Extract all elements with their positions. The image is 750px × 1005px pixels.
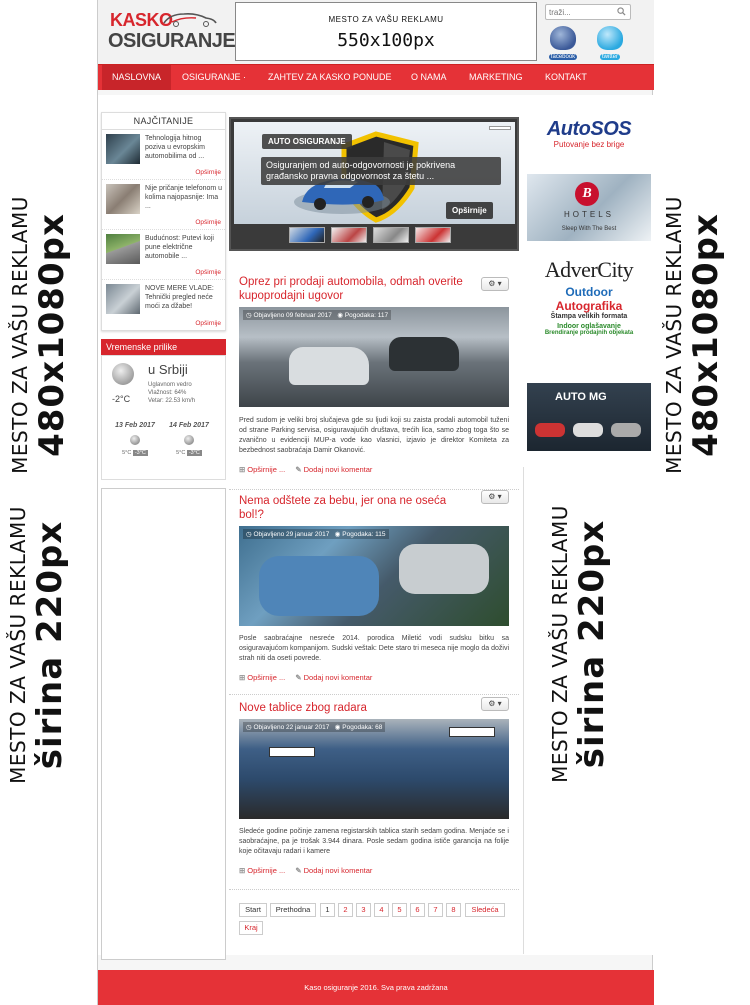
most-read-title: NAJČITANIJE — [102, 113, 225, 130]
page-container — [97, 0, 653, 1005]
forecast-high: -3°C — [188, 450, 200, 456]
article — [229, 490, 519, 695]
facebook-link[interactable] — [548, 26, 578, 60]
right-lower-ad[interactable] — [523, 467, 651, 954]
forecast-date: 14 Feb 2017 — [169, 422, 209, 429]
slider-thumb[interactable] — [331, 227, 367, 243]
advercity-name: AdverCity — [544, 257, 634, 282]
list-item[interactable] — [102, 230, 225, 280]
twitter-link[interactable] — [595, 26, 625, 60]
header — [98, 0, 654, 64]
pagination-page[interactable]: 4 — [374, 903, 389, 917]
article-meta — [243, 310, 391, 320]
right-ad-top-size: 480x1080px — [686, 213, 726, 457]
logo-line1: KASKO — [110, 10, 173, 30]
nav-item-osiguranje[interactable]: OSIGURANJE · — [182, 72, 247, 82]
news-more-link[interactable]: Opširnije — [195, 320, 221, 327]
slider-thumb[interactable] — [373, 227, 409, 243]
pagination-page[interactable]: 6 — [410, 903, 425, 917]
search-icon[interactable] — [617, 7, 626, 16]
right-ad-bottom-text — [548, 494, 628, 794]
news-thumb[interactable] — [106, 134, 140, 164]
article-image[interactable] — [239, 307, 509, 407]
autosos-ad[interactable] — [527, 112, 651, 162]
forecast-date: 13 Feb 2017 — [115, 422, 155, 429]
slider-thumb[interactable] — [415, 227, 451, 243]
article-meta — [243, 529, 389, 539]
article-text: Posle saobraćajne nesreće 2014. porodica Miletić vodi sudsku bitku sa osiguravajućom kompanijom. Sudski veštak: Dete staro tri meseca nije moglo da doživi strah niti da oseti povrede. — [239, 635, 509, 662]
pagination-page[interactable]: 7 — [428, 903, 443, 917]
pagination-page[interactable]: 1 — [320, 903, 335, 917]
banner-line2: 550x100px — [337, 30, 435, 51]
advercity-ad[interactable] — [527, 251, 651, 369]
automg-ad[interactable] — [527, 383, 651, 451]
list-item[interactable] — [102, 130, 225, 180]
article-options-button[interactable]: ⚙ ▾ — [481, 277, 509, 291]
article-text: Sledeće godine počinje zamena registarskih tablica starih sedam godina. Menjaće se i saobraćajne, pa je trošak 3.944 dinara. Posle sedam godina ističe garancija na folije koje očitavaju radari i kamere — [239, 828, 509, 855]
article-date: Objavljeno 22 januar 2017 — [253, 724, 330, 731]
left-ad-top-line: MESTO ZA VAŠU REKLAMU — [8, 196, 32, 474]
right-ad-bottom-size: širina 220px — [572, 519, 612, 769]
news-text[interactable]: Nije pričanje telefonom u kolima najopasnije: Ima ... — [145, 185, 223, 210]
pagination-page[interactable]: 3 — [356, 903, 371, 917]
car-shape — [535, 423, 565, 437]
slider-caption: Osiguranjem od auto-odgovornosti je pokrivena građansko pravna odgovornost za štetu ... — [261, 157, 501, 185]
facebook-icon — [550, 26, 576, 50]
nav-item-kontakt[interactable]: KONTAKT — [545, 72, 587, 82]
read-more-link[interactable]: ⊞ Opširnije ... — [239, 673, 286, 682]
slider-badge: AUTO OSIGURANJE — [262, 134, 352, 149]
weather-widget — [101, 339, 226, 480]
right-side-ad[interactable] — [653, 0, 750, 1005]
list-item[interactable] — [102, 180, 225, 230]
article-text: Pred sudom je veliki broj slučajeva gde su ljudi koji su zaista prodali automobil tuženi od strane Parking servisa, osiguravajućih društava, trećih lica, samo zbog toga što se zvanično u evidenciji MUP-a vode kao vlasnici, izjavio je direktor Komiteta za bezbednost saobraćaja Damir Okanović. — [239, 417, 509, 454]
news-thumb[interactable] — [106, 184, 140, 214]
car-shape — [389, 337, 459, 371]
article-title[interactable]: Nema odštete za bebu, jer ona ne oseća bol!? — [239, 495, 447, 521]
forecast-day — [110, 422, 160, 456]
weather-title: Vremenske prilike — [101, 339, 226, 355]
plate-shape — [449, 727, 495, 737]
left-column — [101, 112, 226, 960]
twitter-label: twitter — [601, 54, 618, 60]
nav-item-zahtev[interactable]: ZAHTEV ZA KASKO PONUDE — [268, 72, 392, 82]
forecast-high: -3°C — [134, 450, 146, 456]
logo-line2: OSIGURANJE — [108, 30, 236, 52]
forecast-low: 5°C — [176, 450, 186, 456]
article-views: Pogodaka: 117 — [344, 312, 389, 319]
eye-icon: ◉ — [337, 312, 343, 319]
car-shape — [399, 544, 489, 594]
slider-image[interactable] — [234, 122, 515, 224]
left-lower-ad-frame — [101, 488, 226, 960]
calendar-icon: ◷ — [246, 531, 252, 538]
news-thumb[interactable] — [106, 234, 140, 264]
autosos-tag: Putovanje bez brige — [553, 140, 625, 149]
article-links — [239, 866, 380, 875]
weather-humidity: Vlažnost: 64% — [148, 390, 187, 396]
search-box — [545, 4, 631, 20]
moon-icon — [112, 363, 134, 385]
site-logo[interactable] — [108, 8, 236, 56]
slider-more-button[interactable]: Opširnije — [446, 202, 493, 219]
left-ad-bottom-text — [6, 495, 86, 795]
article-meta — [243, 722, 385, 732]
search-input[interactable] — [546, 5, 612, 19]
advercity-line3: Štampa velikih formata — [550, 313, 628, 320]
footer: Kaso osiguranje 2016. Sva prava zadržana — [98, 970, 654, 1005]
forecast-moon-icon — [184, 435, 194, 445]
car-shape — [289, 347, 369, 385]
advercity-line4: Indoor oglašavanje — [557, 323, 621, 330]
weather-condition: Uglavnom vedro — [148, 382, 192, 388]
news-more-link[interactable]: Opširnije — [195, 169, 221, 176]
plate-shape — [269, 747, 315, 757]
article-options-button[interactable]: ⚙ ▾ — [481, 490, 509, 504]
left-side-ad[interactable] — [0, 0, 97, 1005]
banner-line1: MESTO ZA VAŠU REKLAMU — [328, 15, 444, 24]
automg-name: AUTO MG — [555, 391, 607, 403]
nav-item-o-nama[interactable]: O NAMA — [411, 72, 447, 82]
hotels-tag: Sleep With The Best — [561, 226, 617, 232]
slider-thumb[interactable] — [289, 227, 325, 243]
hotels-ad[interactable] — [527, 174, 651, 241]
advercity-line1: Outdoor — [565, 285, 613, 299]
right-column — [527, 112, 651, 451]
article-image[interactable] — [239, 719, 509, 819]
pagination-page[interactable]: 5 — [392, 903, 407, 917]
right-ad-top-text — [662, 120, 742, 550]
right-ad-top-line: MESTO ZA VAŠU REKLAMU — [662, 196, 686, 474]
list-item[interactable] — [102, 280, 225, 330]
forecast-day — [164, 422, 214, 456]
hotels-name: HOTELS — [563, 210, 614, 219]
hotels-logo-icon: B — [575, 182, 599, 206]
news-text[interactable]: Budućnost: Putevi koji pune električne automobile ... — [145, 235, 214, 260]
article-views: Pogodaka: 115 — [342, 531, 386, 538]
pagination-start[interactable]: Start — [239, 903, 267, 917]
add-comment-link[interactable]: ✎ Dodaj novi komentar — [295, 866, 373, 875]
read-more-link[interactable]: ⊞ Opširnije ... — [239, 465, 286, 474]
eye-icon: ◉ — [334, 531, 341, 538]
calendar-icon: ◷ — [246, 724, 252, 731]
article-image[interactable] — [239, 526, 509, 626]
add-comment-link[interactable]: ✎ Dodaj novi komentar — [295, 465, 373, 474]
news-more-link[interactable]: Opširnije — [195, 269, 221, 276]
weather-wind: Vetar: 22.53 km/h — [148, 398, 196, 404]
article-links — [239, 673, 380, 682]
news-more-link[interactable]: Opširnije — [195, 219, 221, 226]
top-banner-ad[interactable] — [235, 2, 537, 61]
weather-location: u Srbiji — [148, 362, 188, 377]
calendar-icon: ◷ — [246, 312, 252, 319]
advercity-line2: Autografika — [555, 299, 623, 313]
facebook-label: facebook — [550, 54, 576, 60]
article-date: Objavljeno 29 januar 2017 — [253, 531, 330, 538]
main-nav — [98, 64, 654, 90]
eye-icon: ◉ — [334, 724, 341, 731]
pagination-next[interactable]: Sledeća — [465, 903, 505, 917]
advercity-line5: Brendiranje prodajnih objekata — [544, 330, 634, 336]
left-ad-top-text — [8, 120, 88, 550]
left-ad-bottom-size: širina 220px — [30, 520, 70, 770]
news-text[interactable]: Tehnologija hitnog poziva u evropskim automobilima od ... — [145, 135, 205, 160]
most-read-box — [101, 112, 226, 331]
pagination-page[interactable]: 8 — [446, 903, 461, 917]
weather-temp: -2°C — [112, 394, 131, 404]
article — [229, 263, 519, 490]
featured-slider[interactable] — [229, 117, 519, 251]
car-logo-icon — [162, 10, 218, 28]
article-options-button[interactable]: ⚙ ▾ — [481, 697, 509, 711]
autosos-name: AutoSOS — [546, 118, 632, 140]
car-shape — [573, 423, 603, 437]
twitter-icon — [597, 26, 623, 50]
forecast-low: 5°C — [122, 450, 132, 456]
slider-pause-icon[interactable] — [489, 126, 511, 130]
read-more-link[interactable]: ⊞ Opširnije ... — [239, 866, 286, 875]
article-links — [239, 465, 380, 474]
right-ad-bottom-line: MESTO ZA VAŠU REKLAMU — [548, 505, 572, 783]
article-views: Pogodaka: 68 — [342, 724, 383, 731]
pagination-end[interactable]: Kraj — [239, 921, 263, 935]
car-shape — [611, 423, 641, 437]
nav-item-naslovna[interactable]: NASLOVNA — [102, 65, 171, 90]
car-shape — [259, 556, 379, 616]
pagination-prev[interactable]: Prethodna — [270, 903, 316, 917]
article-title[interactable]: Oprez pri prodaji automobila, odmah overite kupoprodajni ugovor — [239, 276, 463, 302]
add-comment-link[interactable]: ✎ Dodaj novi komentar — [295, 673, 373, 682]
news-thumb[interactable] — [106, 284, 140, 314]
nav-item-marketing[interactable]: MARKETING — [469, 72, 523, 82]
forecast-moon-icon — [130, 435, 140, 445]
news-text[interactable]: NOVE MERE VLADE: Tehnički pregled neće moći za džabe! — [145, 285, 214, 310]
article — [229, 695, 519, 890]
article-date: Objavljeno 09 februar 2017 — [253, 312, 332, 319]
left-ad-bottom-line: MESTO ZA VAŠU REKLAMU — [6, 506, 30, 784]
pagination-page[interactable]: 2 — [338, 903, 353, 917]
weather-body — [101, 355, 226, 480]
article-title[interactable]: Nove tablice zbog radara — [239, 702, 367, 714]
left-ad-top-size: 480x1080px — [32, 213, 72, 457]
